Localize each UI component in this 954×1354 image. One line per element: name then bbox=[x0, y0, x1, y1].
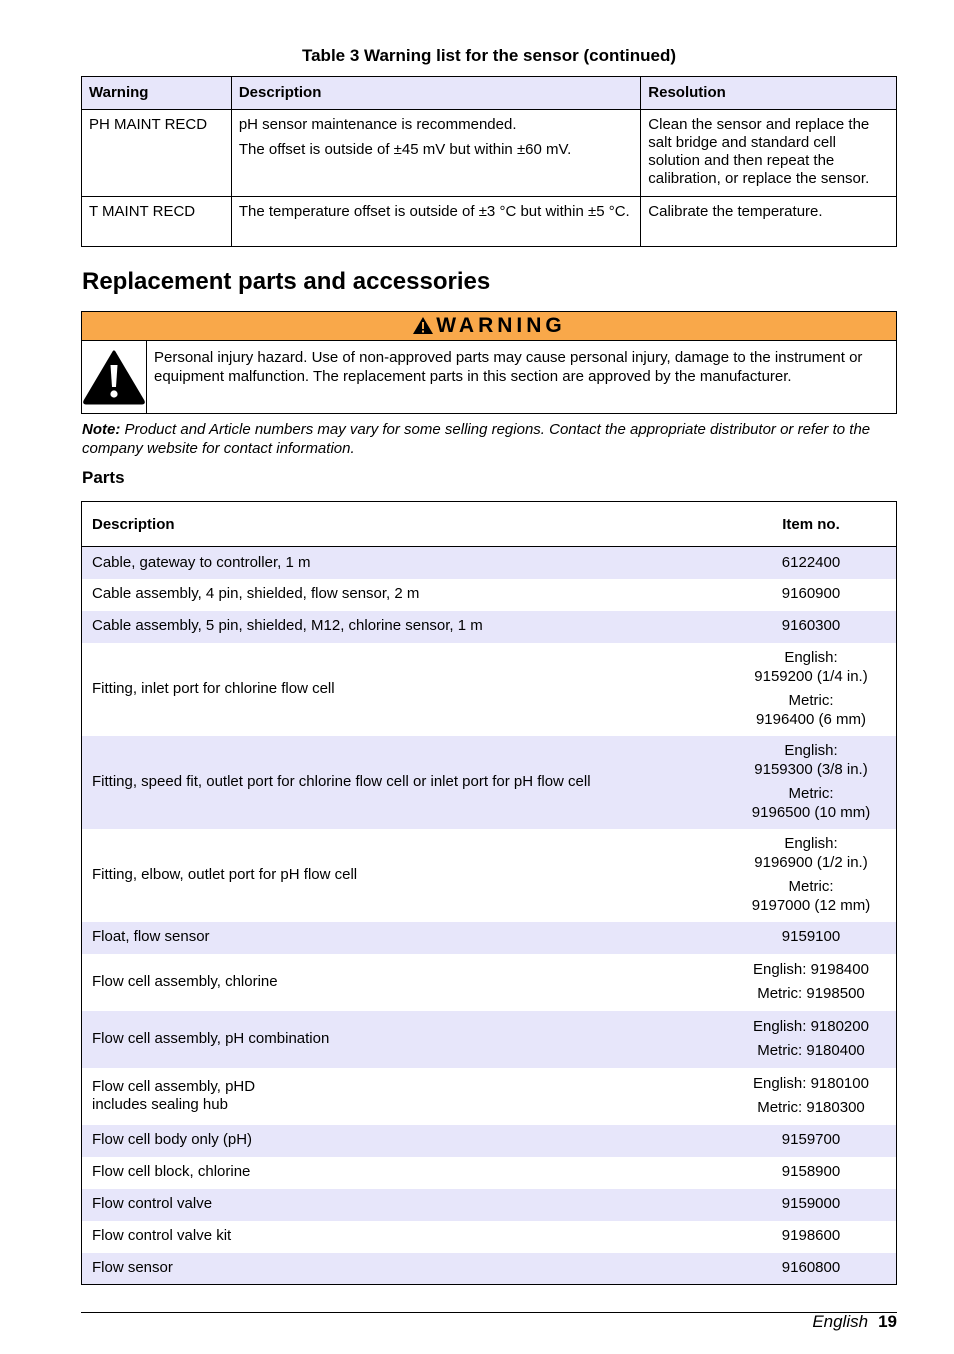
header-resolution: Resolution bbox=[641, 77, 897, 110]
part-item-number bbox=[726, 1221, 897, 1253]
description-line: Fitting, speed fit, outlet port for chlorine flow cell or inlet port for pH flow cell bbox=[92, 772, 591, 790]
note-text: Product and Article numbers may vary for some selling regions. Contact the appropriate distributor or refer to the company website for contact information. bbox=[82, 421, 871, 457]
page-number: 19 bbox=[878, 1312, 897, 1331]
table-row bbox=[82, 1253, 897, 1285]
warning-label: WARNING bbox=[436, 314, 566, 337]
header-description: Description bbox=[231, 77, 640, 110]
warning-resolution: Calibrate the temperature. bbox=[641, 197, 897, 247]
part-description bbox=[82, 922, 727, 954]
part-description bbox=[82, 736, 727, 829]
description-line: Flow cell assembly, pH combination bbox=[92, 1029, 330, 1047]
warning-resolution: Clean the sensor and replace the salt bridge and standard cell solution and then repeat the calibration, or replace the sensor. bbox=[641, 110, 897, 197]
description-line: Float, flow sensor bbox=[92, 928, 210, 946]
description-line: Flow cell body only (pH) bbox=[92, 1131, 253, 1149]
table-row bbox=[82, 547, 897, 579]
part-description bbox=[82, 1221, 727, 1253]
table-row bbox=[82, 1157, 897, 1189]
item-number-line: Metric: 9180300 bbox=[757, 1099, 865, 1116]
warning-description bbox=[231, 197, 640, 247]
part-item-number bbox=[726, 829, 897, 922]
section-title: Replacement parts and accessories bbox=[82, 268, 491, 295]
table-caption: Table 3 Warning list for the sensor (continued) bbox=[301, 46, 677, 65]
description-line: The offset is outside of ±45 mV but within ±60 mV. bbox=[238, 141, 572, 158]
part-item-number bbox=[726, 547, 897, 579]
description-line: Flow cell assembly, chlorine bbox=[92, 972, 278, 990]
header-description: Description bbox=[82, 502, 727, 547]
parts-heading: Parts bbox=[82, 468, 125, 487]
header-item-no: Item no. bbox=[726, 502, 897, 547]
item-number-line: English: 9159300 (3/8 in.) bbox=[754, 742, 868, 778]
description-line: Flow sensor bbox=[92, 1259, 173, 1276]
table-row bbox=[82, 579, 897, 611]
page-footer bbox=[812, 1312, 897, 1332]
description-line: Cable assembly, 5 pin, shielded, M12, chlorine sensor, 1 m bbox=[92, 617, 483, 635]
description-line: Fitting, inlet port for chlorine flow cell bbox=[92, 679, 335, 697]
exclamation-triangle-icon bbox=[82, 341, 147, 413]
part-item-number bbox=[726, 1068, 897, 1125]
item-number-line: English: 9180100 bbox=[753, 1074, 869, 1092]
table-row bbox=[82, 1189, 897, 1221]
description-line: pH sensor maintenance is recommended. bbox=[238, 116, 517, 133]
part-item-number bbox=[726, 922, 897, 954]
item-number-line: 9159100 bbox=[781, 928, 841, 946]
table-row bbox=[82, 1221, 897, 1253]
table-row bbox=[82, 611, 897, 643]
part-description bbox=[82, 1011, 727, 1068]
description-line: includes sealing hub bbox=[92, 1096, 228, 1113]
part-item-number bbox=[726, 579, 897, 611]
part-description bbox=[82, 547, 727, 579]
part-item-number bbox=[726, 736, 897, 829]
parts-table bbox=[81, 501, 897, 1285]
part-item-number bbox=[726, 643, 897, 736]
description-line: Cable assembly, 4 pin, shielded, flow sensor, 2 m bbox=[92, 585, 420, 603]
item-number-line: Metric: 9198500 bbox=[757, 985, 865, 1002]
item-number-line: English: 9198400 bbox=[753, 960, 869, 978]
table-row bbox=[82, 643, 897, 736]
part-description bbox=[82, 829, 727, 922]
part-description bbox=[82, 579, 727, 611]
item-number-line: Metric: 9196400 (6 mm) bbox=[755, 692, 867, 728]
note bbox=[82, 421, 898, 458]
table-row bbox=[82, 197, 897, 247]
description-line: Flow control valve kit bbox=[92, 1227, 232, 1245]
part-item-number bbox=[726, 1011, 897, 1068]
item-number-line: 9198600 bbox=[781, 1227, 841, 1245]
header-warning: Warning bbox=[82, 77, 232, 110]
description-line: Flow cell assembly, pHD bbox=[92, 1077, 256, 1095]
item-number-line: 9159700 bbox=[781, 1131, 841, 1149]
part-item-number bbox=[726, 954, 897, 1011]
item-number-line: English: 9180200 bbox=[753, 1017, 869, 1035]
description-line: Flow cell block, chlorine bbox=[92, 1163, 251, 1181]
warning-code: PH MAINT RECD bbox=[82, 110, 232, 197]
warning-text: Personal injury hazard. Use of non-approved parts may cause personal injury, damage to the instrument or equipment malfunction. The replacement parts in this section are approved by the manufacturer. bbox=[154, 349, 863, 385]
item-number-line: Metric: 9180400 bbox=[757, 1042, 865, 1059]
item-number-line: 9160800 bbox=[781, 1259, 841, 1276]
item-number-line: English: 9159200 (1/4 in.) bbox=[754, 649, 868, 685]
warning-triangle-icon bbox=[412, 316, 434, 335]
part-item-number bbox=[726, 1189, 897, 1221]
part-description bbox=[82, 643, 727, 736]
part-description bbox=[82, 954, 727, 1011]
table-row bbox=[82, 1068, 897, 1125]
warning-code: T MAINT RECD bbox=[82, 197, 232, 247]
item-number-line: 9159000 bbox=[781, 1195, 841, 1213]
note-label: Note: bbox=[82, 421, 121, 438]
description-line: Flow control valve bbox=[92, 1195, 213, 1213]
part-item-number bbox=[726, 1125, 897, 1157]
item-number-line: Metric: 9196500 (10 mm) bbox=[751, 785, 871, 821]
warning-list-table bbox=[81, 76, 897, 247]
part-item-number bbox=[726, 1157, 897, 1189]
table-row bbox=[82, 110, 897, 197]
part-description bbox=[82, 1125, 727, 1157]
description-line: The temperature offset is outside of ±3 °C but within ±5 °C. bbox=[238, 203, 630, 220]
item-number-line: Metric: 9197000 (12 mm) bbox=[751, 878, 871, 914]
table-row bbox=[82, 829, 897, 922]
table-row bbox=[82, 922, 897, 954]
table-row bbox=[82, 1011, 897, 1068]
table-row bbox=[82, 954, 897, 1011]
item-number-line: 9158900 bbox=[781, 1163, 841, 1181]
part-description bbox=[82, 1189, 727, 1221]
part-description bbox=[82, 611, 727, 643]
part-description bbox=[82, 1068, 727, 1125]
part-item-number bbox=[726, 1253, 897, 1285]
description-line: Fitting, elbow, outlet port for pH flow cell bbox=[92, 865, 358, 883]
item-number-line: 6122400 bbox=[781, 553, 841, 571]
warning-header bbox=[82, 312, 896, 341]
part-item-number bbox=[726, 611, 897, 643]
warning-description bbox=[231, 110, 640, 197]
item-number-line: 9160900 bbox=[781, 585, 841, 603]
footer-rule bbox=[81, 1312, 897, 1313]
item-number-line: 9160300 bbox=[781, 617, 841, 635]
part-description bbox=[82, 1253, 727, 1285]
table-row bbox=[82, 736, 897, 829]
warning-box bbox=[81, 311, 897, 414]
item-number-line: English: 9196900 (1/2 in.) bbox=[754, 835, 868, 871]
footer-language: English bbox=[812, 1312, 869, 1331]
description-line: Cable, gateway to controller, 1 m bbox=[92, 553, 311, 571]
part-description bbox=[82, 1157, 727, 1189]
table-row bbox=[82, 1125, 897, 1157]
